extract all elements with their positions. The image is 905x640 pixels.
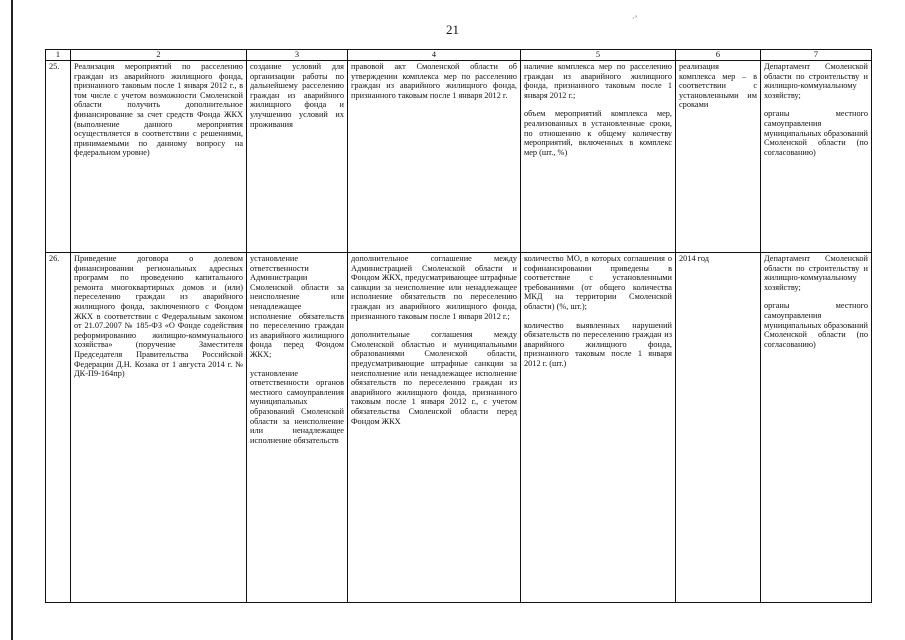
header-cell-2: 2 xyxy=(71,50,247,61)
table-row-25 xyxy=(46,61,872,253)
indicator-paragraph: количество МО, в которых соглашения о софинансировании приведены в соответствие с установленными требованиями (от общего количества МКД на территории Смоленской области) (%, шт.); xyxy=(524,254,672,311)
expected-result xyxy=(247,253,348,603)
measure-description: Реализация мероприятий по расселению граждан из аварийного жилищного фонда, признанного таковым после 1 января 2012 г., в том числе с учетом возможности Смоленской области получить дополнительное финансирование за счет средств Фонда ЖКХ (выполнение данного мероприятия осуществляется в соответствии с решениями, принимаемыми по данному вопросу на федеральном уровне) xyxy=(71,61,247,253)
indicators xyxy=(521,61,676,253)
corner-mark: ·’ xyxy=(632,14,638,23)
indicator-paragraph: наличие комплекса мер по расселению граждан из аварийного жилищного фонда, признанного таковым после 1 января 2012 г.; xyxy=(524,62,672,100)
header-cell-1: 1 xyxy=(46,50,71,61)
document-form: правовой акт Смоленской области об утверждении комплекса мер по расселению граждан из аварийного жилищного фонда, признанного таковым после 1 января 2012 г. xyxy=(348,61,521,253)
measures-table xyxy=(45,49,872,603)
row-number: 25. xyxy=(46,61,71,253)
expected-result: создание условий для организации работы по дальнейшему расселению граждан из аварийного жилищного фонда и улучшению условий их проживания xyxy=(247,61,348,253)
deadline: 2014 год xyxy=(676,253,761,603)
indicator-paragraph: количество выявленных нарушений обязательств по переселению граждан из аварийного жилищного фонда, признанного таковым после 1 января 2012 г. (шт.) xyxy=(524,320,672,368)
document-paragraph: дополнительное соглашение между Администрацией Смоленской области и Фондом ЖКХ, предусматривающее штрафные санкции за неисполнение или ненадлежащее исполнение обязательств по переселению граждан из аварийного жилищного фонда, признанного таковым после 1 января 2012 г.; xyxy=(351,254,517,321)
table-row-26 xyxy=(46,253,872,603)
executor-paragraph: органы местного самоуправления муниципальных образований Смоленской области (по согласованию) xyxy=(764,301,868,349)
responsible-executors xyxy=(761,61,872,253)
page-left-edge xyxy=(11,0,13,640)
measure-description: Приведение договора о долевом финансировании региональных адресных программ по проведению капитального ремонта многоквартирных домов и (или) переселению граждан из аварийного жилищного фонда, заключенного с Фондом ЖКХ в соответствии с Федеральным законом от 21.07.2007 № 185-ФЗ «О Фонде содействия реформированию жилищно-коммунального хозяйства» (поручение Заместителя Председателя Правительства Российской Федерации Д.Н. Козака от 1 августа 2014 г. № ДК-П9-164пр) xyxy=(71,253,247,603)
executor-paragraph: органы местного самоуправления муниципальных образований Смоленской области (по согласованию) xyxy=(764,109,868,157)
header-cell-4: 4 xyxy=(348,50,521,61)
result-paragraph: установление ответственности Администрации Смоленской области за неисполнение или ненадлежащее исполнение обязательств по переселению граждан из аварийного жилищного фонда перед Фондом ЖКХ; xyxy=(250,254,344,359)
indicator-paragraph: объем мероприятий комплекса мер, реализованных в установленные сроки, по отношению к общему количеству мероприятий, включенных в комплекс мер (шт., %) xyxy=(524,109,672,157)
page-number: 21 xyxy=(446,22,459,37)
executor-paragraph: Департамент Смоленской области по строительству и жилищно-коммунальному хозяйству; xyxy=(764,254,868,292)
document-form xyxy=(348,253,521,603)
header-cell-3: 3 xyxy=(247,50,348,61)
responsible-executors xyxy=(761,253,872,603)
header-row xyxy=(46,50,872,61)
header-cell-6: 6 xyxy=(676,50,761,61)
header-cell-5: 5 xyxy=(521,50,676,61)
deadline: реализация комплекса мер – в соответствии с установленными им сроками xyxy=(676,61,761,253)
executor-paragraph: Департамент Смоленской области по строительству и жилищно-коммунальному хозяйству; xyxy=(764,62,868,100)
document-paragraph: дополнительные соглашения между Смоленской областью и муниципальными образованиями Смоленской области, предусматривающие штрафные санкции за неисполнение или ненадлежащее исполнение обязательств по переселению граждан из аварийного жилищного фонда, признанного таковым после 1 января 2012 г., с учетом обязательства Смоленской области перед Фондом ЖКХ xyxy=(351,330,517,426)
result-paragraph: установление ответственности органов местного самоуправления муниципальных образований Смоленской области за неисполнение или ненадлежащее исполнение обязательств xyxy=(250,368,344,445)
indicators xyxy=(521,253,676,603)
header-cell-7: 7 xyxy=(761,50,872,61)
row-number: 26. xyxy=(46,253,71,603)
